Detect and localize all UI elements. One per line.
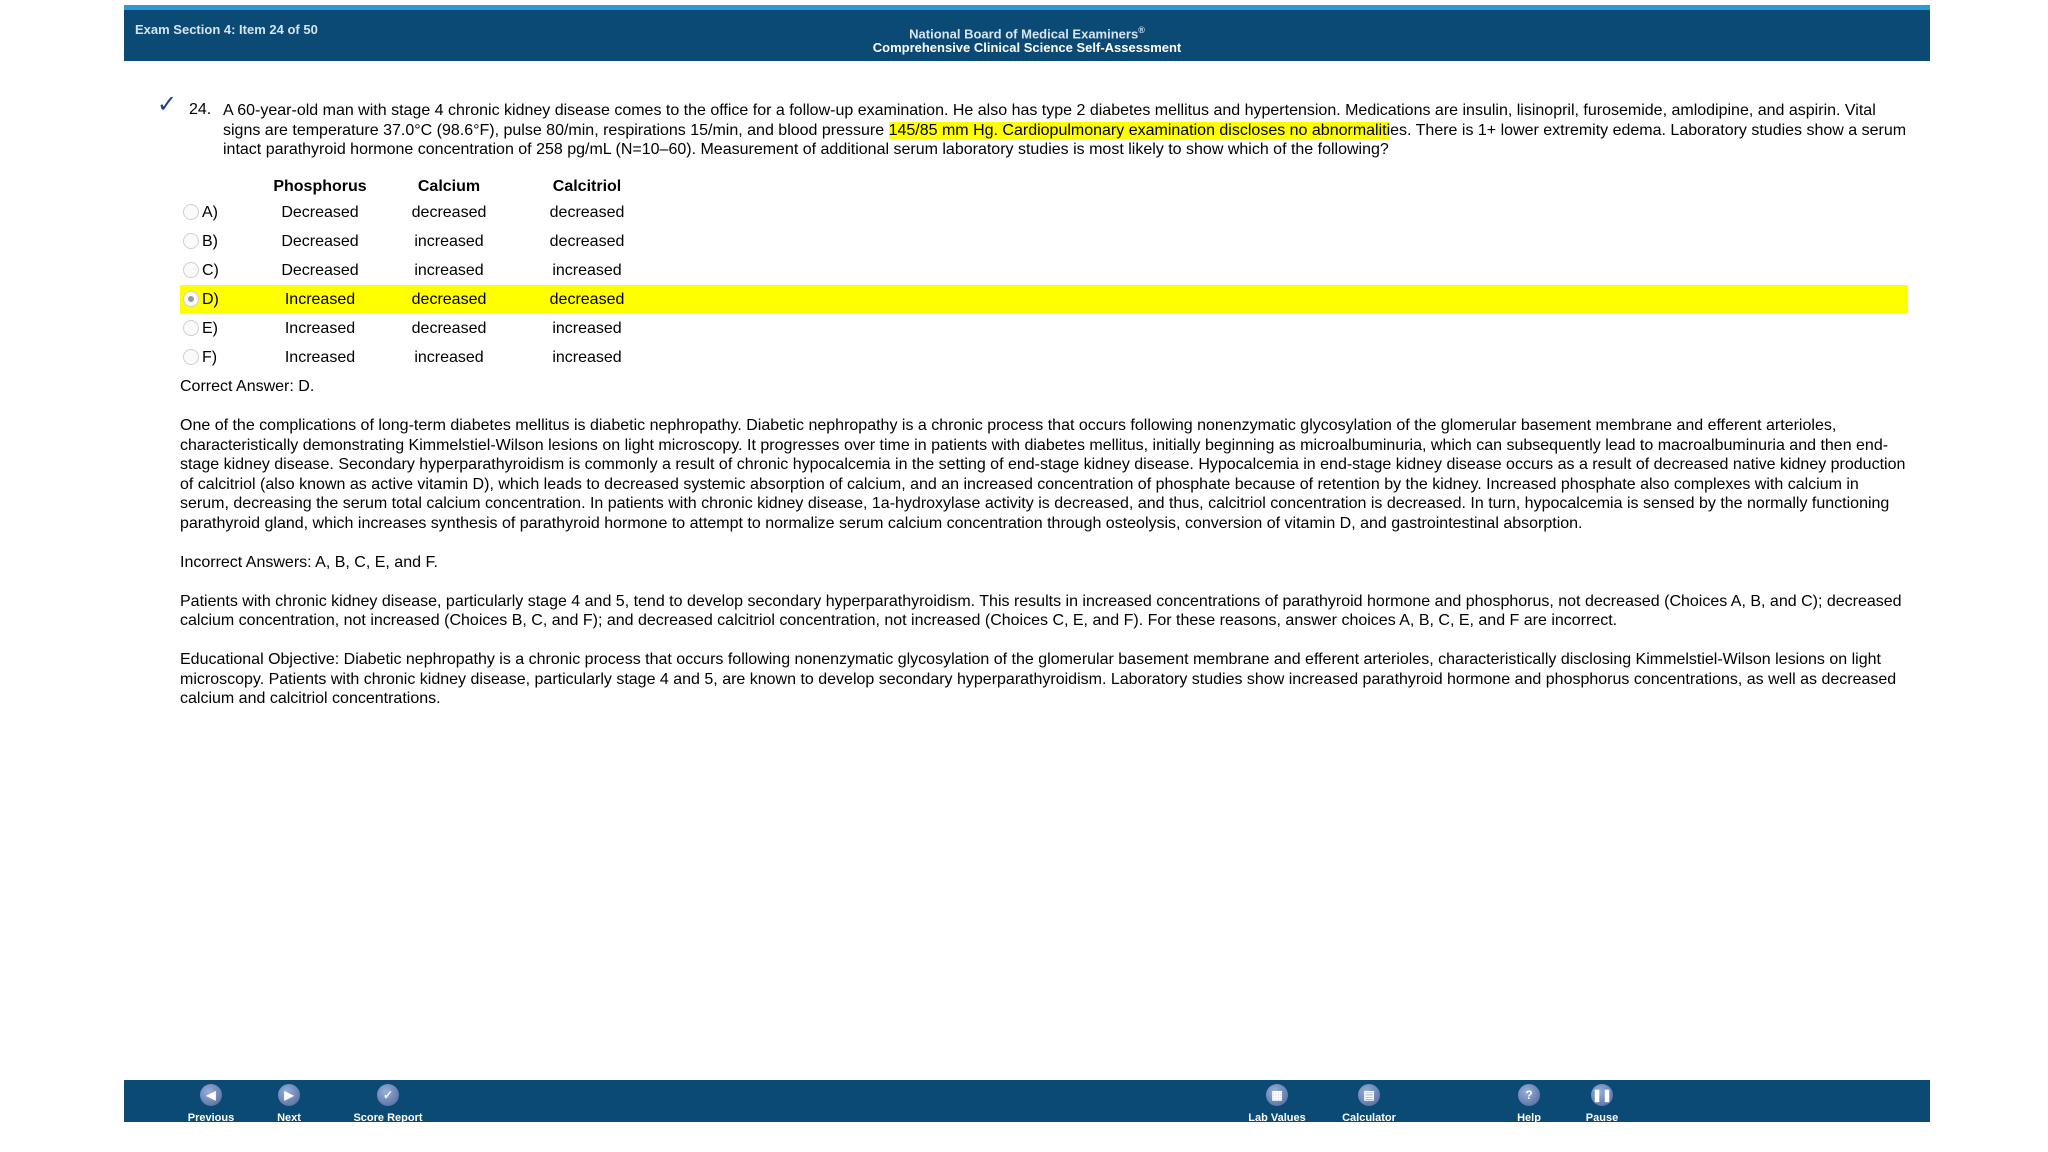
choice-row-d-selected[interactable] (180, 285, 1908, 314)
item-position: Exam Section 4: Item 24 of 50 (135, 22, 318, 37)
question-number: 24. (189, 101, 212, 118)
help-label: Help (1517, 1112, 1541, 1122)
correct-answer: Correct Answer: D. (180, 378, 315, 395)
educational-objective: Educational Objective: Diabetic nephropathy is a chronic process that occurs following nonenzymatic glycosylation of the glomerular basement membrane and efferent arterioles, characteristically disclosing Kimmelstiel-Wilson lesions on light microscopy. Patients with chronic kidney disease, particularly stage 4 and 5, are known to develop secondary hyperparathyroidism. Laboratory studies show increased parathyroid hormone and phosphorus concentrations, as well as decreased calcium and calcitriol concentrations. (180, 651, 1897, 707)
choice-cell: decreased (411, 319, 487, 337)
radio-button[interactable] (183, 349, 199, 365)
stem-highlight: 145/85 mm Hg. Cardiopulmonary examination discloses no abnormaliti (888, 121, 1391, 139)
checkmark-icon: ✓ (377, 1084, 399, 1106)
choice-cell: increased (414, 348, 484, 366)
radio-button[interactable] (183, 262, 199, 278)
calculator-label: Calculator (1342, 1112, 1396, 1122)
arrow-right-icon: ▶ (278, 1084, 300, 1106)
choice-row-c[interactable] (180, 256, 1908, 285)
exam-toolbar (124, 1080, 1930, 1122)
stem-text-2: es. There is 1+ lower extremity edema. Laboratory studies show a serum intact parathyroid hormone concentration of 258 pg/mL (N=10–60). Measurement of additional serum laboratory studies is most likely to show which of the following? (223, 121, 1907, 158)
choice-cell: decreased (411, 290, 487, 308)
question-stem (223, 101, 1908, 160)
radio-button[interactable] (183, 204, 199, 220)
registered-mark: ® (1138, 25, 1145, 35)
help-button[interactable] (1489, 1084, 1569, 1122)
previous-button[interactable] (171, 1084, 251, 1122)
choice-cell: increased (414, 232, 484, 250)
choice-letter: D) (202, 290, 219, 308)
calculator-icon: ▤ (1358, 1084, 1380, 1106)
choice-row-a[interactable] (180, 198, 1908, 227)
choice-row-b[interactable] (180, 227, 1908, 256)
choice-cell: increased (414, 261, 484, 279)
answered-check-icon: ✓ (157, 91, 178, 118)
column-header: Calcium (417, 178, 481, 195)
column-header: Calcitriol (552, 178, 622, 195)
calculator-button[interactable] (1329, 1084, 1409, 1122)
choice-cell: increased (552, 348, 622, 366)
choice-cell: Increased (284, 348, 356, 366)
score-report-button[interactable] (348, 1084, 428, 1122)
stem-text-1: A 60-year-old man with stage 4 chronic kidney disease comes to the office for a follow-up examination. He also has type 2 diabetes mellitus and hypertension. Medications are insulin, lisinopril, furosemide, amlodipine, and aspirin. Vital signs are temperature 37.0°C (98.6°F), pulse 80/min, respirations 15/min, and blood pressure (223, 102, 1876, 139)
choice-cell: Decreased (281, 203, 359, 221)
explanation (180, 377, 1910, 728)
pause-button[interactable] (1562, 1084, 1642, 1122)
choice-cell: Decreased (281, 261, 359, 279)
score-report-label: Score Report (353, 1112, 423, 1122)
lab-values-label: Lab Values (1248, 1112, 1306, 1122)
pause-label: Pause (1585, 1112, 1619, 1122)
org-name: National Board of Medical Examiners (909, 26, 1139, 42)
choice-letter: B) (202, 232, 218, 250)
arrow-left-icon: ◀ (200, 1084, 222, 1106)
lab-values-icon: ▦ (1266, 1084, 1288, 1106)
choice-cell: decreased (549, 290, 625, 308)
explanation-paragraph: Patients with chronic kidney disease, particularly stage 4 and 5, tend to develop secondary hyperparathyroidism. This results in increased concentrations of parathyroid hormone and phosphorus, not decreased (Choices A, B, and C); decreased calcium concentration, not increased (Choices B, C, and F); and decreased calcitriol concentration, not increased (Choices C, E, and F). For these reasons, answer choices A, B, C, E, and F are incorrect. (180, 592, 1902, 629)
choice-cell: Increased (284, 290, 356, 308)
choice-cell: Increased (284, 319, 356, 337)
choices-header-row (180, 176, 1908, 198)
choice-row-f[interactable] (180, 343, 1908, 372)
choice-cell: decreased (549, 232, 625, 250)
exam-title-block (124, 23, 1930, 55)
explanation-paragraph: One of the complications of long-term diabetes mellitus is diabetic nephropathy. Diabetic nephropathy is a chronic process that occurs following nonenzymatic glycosylation of the glomerular basement membrane and efferent arterioles, characteristically demonstrating Kimmelstiel-Wilson lesions on light microscopy. It progresses over time in patients with diabetes mellitus, initially beginning as microalbuminuria, which can subsequently lead to macroalbuminuria and then end-stage kidney disease. Secondary hyperparathyroidism is commonly a result of chronic hypocalcemia in the setting of end-stage kidney disease. Hypocalcemia in end-stage kidney disease occurs as a result of decreased native kidney production of calcitriol (also known as active vitamin D), which leads to decreased systemic absorption of calcium, and an increased concentration of phosphate because of retention by the kidney. Increased phosphate also complexes with calcium in serum, decreasing the serum total calcium concentration. In patients with chronic kidney disease, 1a-hydroxylase activity is decreased, and thus, calcitriol concentration is decreased. In turn, hypocalcemia is sensed by the normally functioning parathyroid gland, which increases synthesis of parathyroid hormone to attempt to normalize serum calcium concentration through osteolysis, conversion of vitamin D, and gastrointestinal absorption. (180, 417, 1906, 532)
choice-cell: decreased (549, 203, 625, 221)
lab-values-button[interactable] (1237, 1084, 1317, 1122)
answer-choices (180, 176, 1908, 372)
previous-label: Previous (187, 1112, 235, 1122)
pause-icon: ❚❚ (1591, 1084, 1613, 1106)
choice-cell: Decreased (281, 232, 359, 250)
radio-button[interactable] (183, 320, 199, 336)
radio-button[interactable] (183, 233, 199, 249)
choice-letter: C) (202, 261, 219, 279)
choice-letter: F) (202, 348, 218, 366)
column-header: Phosphorus (273, 178, 367, 195)
choice-cell: decreased (411, 203, 487, 221)
choices-table (180, 176, 1908, 372)
next-label: Next (277, 1112, 301, 1122)
choice-letter: A) (202, 203, 218, 221)
choice-cell: increased (552, 319, 622, 337)
choice-letter: E) (202, 319, 218, 337)
radio-button-selected[interactable] (183, 291, 199, 307)
incorrect-answers: Incorrect Answers: A, B, C, E, and F. (180, 553, 438, 571)
exam-header (124, 5, 1930, 61)
exam-name: Comprehensive Clinical Science Self-Assessment (872, 40, 1182, 56)
help-icon: ? (1518, 1084, 1540, 1106)
choice-row-e[interactable] (180, 314, 1908, 343)
choice-cell: increased (552, 261, 622, 279)
next-button[interactable] (249, 1084, 329, 1122)
